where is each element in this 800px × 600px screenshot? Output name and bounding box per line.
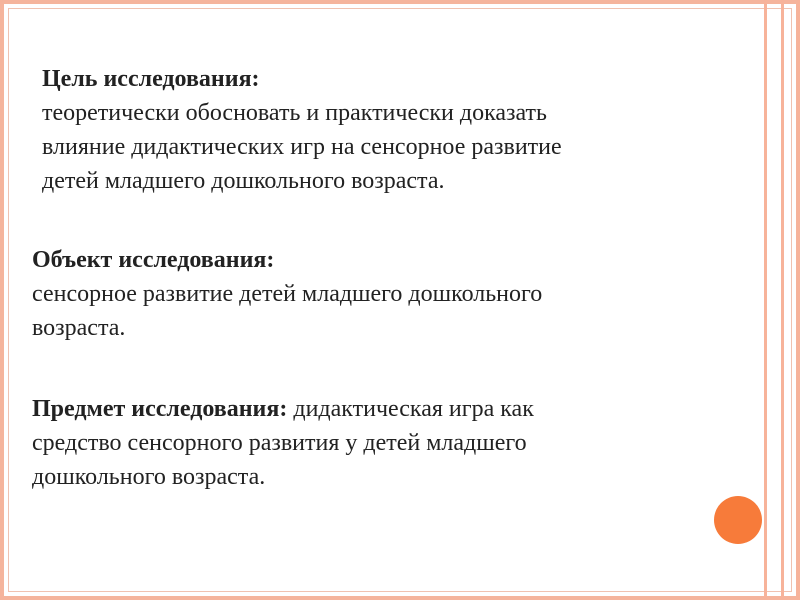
subject-line-3: дошкольного возраста. bbox=[32, 464, 266, 490]
subject-first-line bbox=[32, 392, 732, 426]
side-bar-1 bbox=[764, 0, 767, 600]
subject-line-2: средство сенсорного развития у детей младшего bbox=[32, 430, 527, 456]
subject-label: Предмет исследования: bbox=[32, 396, 288, 422]
object-label: Объект исследования: bbox=[32, 247, 275, 273]
goal-line-2: влияние дидактических игр на сенсорное развитие bbox=[42, 134, 562, 160]
object-line-2: возраста. bbox=[32, 315, 126, 341]
side-bar-2 bbox=[781, 0, 784, 600]
goal-line-1: теоретически обосновать и практически доказать bbox=[42, 100, 547, 126]
accent-dot bbox=[714, 496, 762, 544]
goal-label: Цель исследования: bbox=[42, 66, 260, 92]
object-line-1: сенсорное развитие детей младшего дошкольного bbox=[32, 281, 543, 307]
subject-block bbox=[32, 392, 732, 494]
subject-first-line-text: дидактическая игра как bbox=[287, 396, 534, 422]
goal-line-3: детей младшего дошкольного возраста. bbox=[42, 168, 445, 194]
decorative-side-bars bbox=[764, 0, 800, 600]
goal-block bbox=[42, 62, 752, 198]
object-block bbox=[32, 243, 732, 345]
